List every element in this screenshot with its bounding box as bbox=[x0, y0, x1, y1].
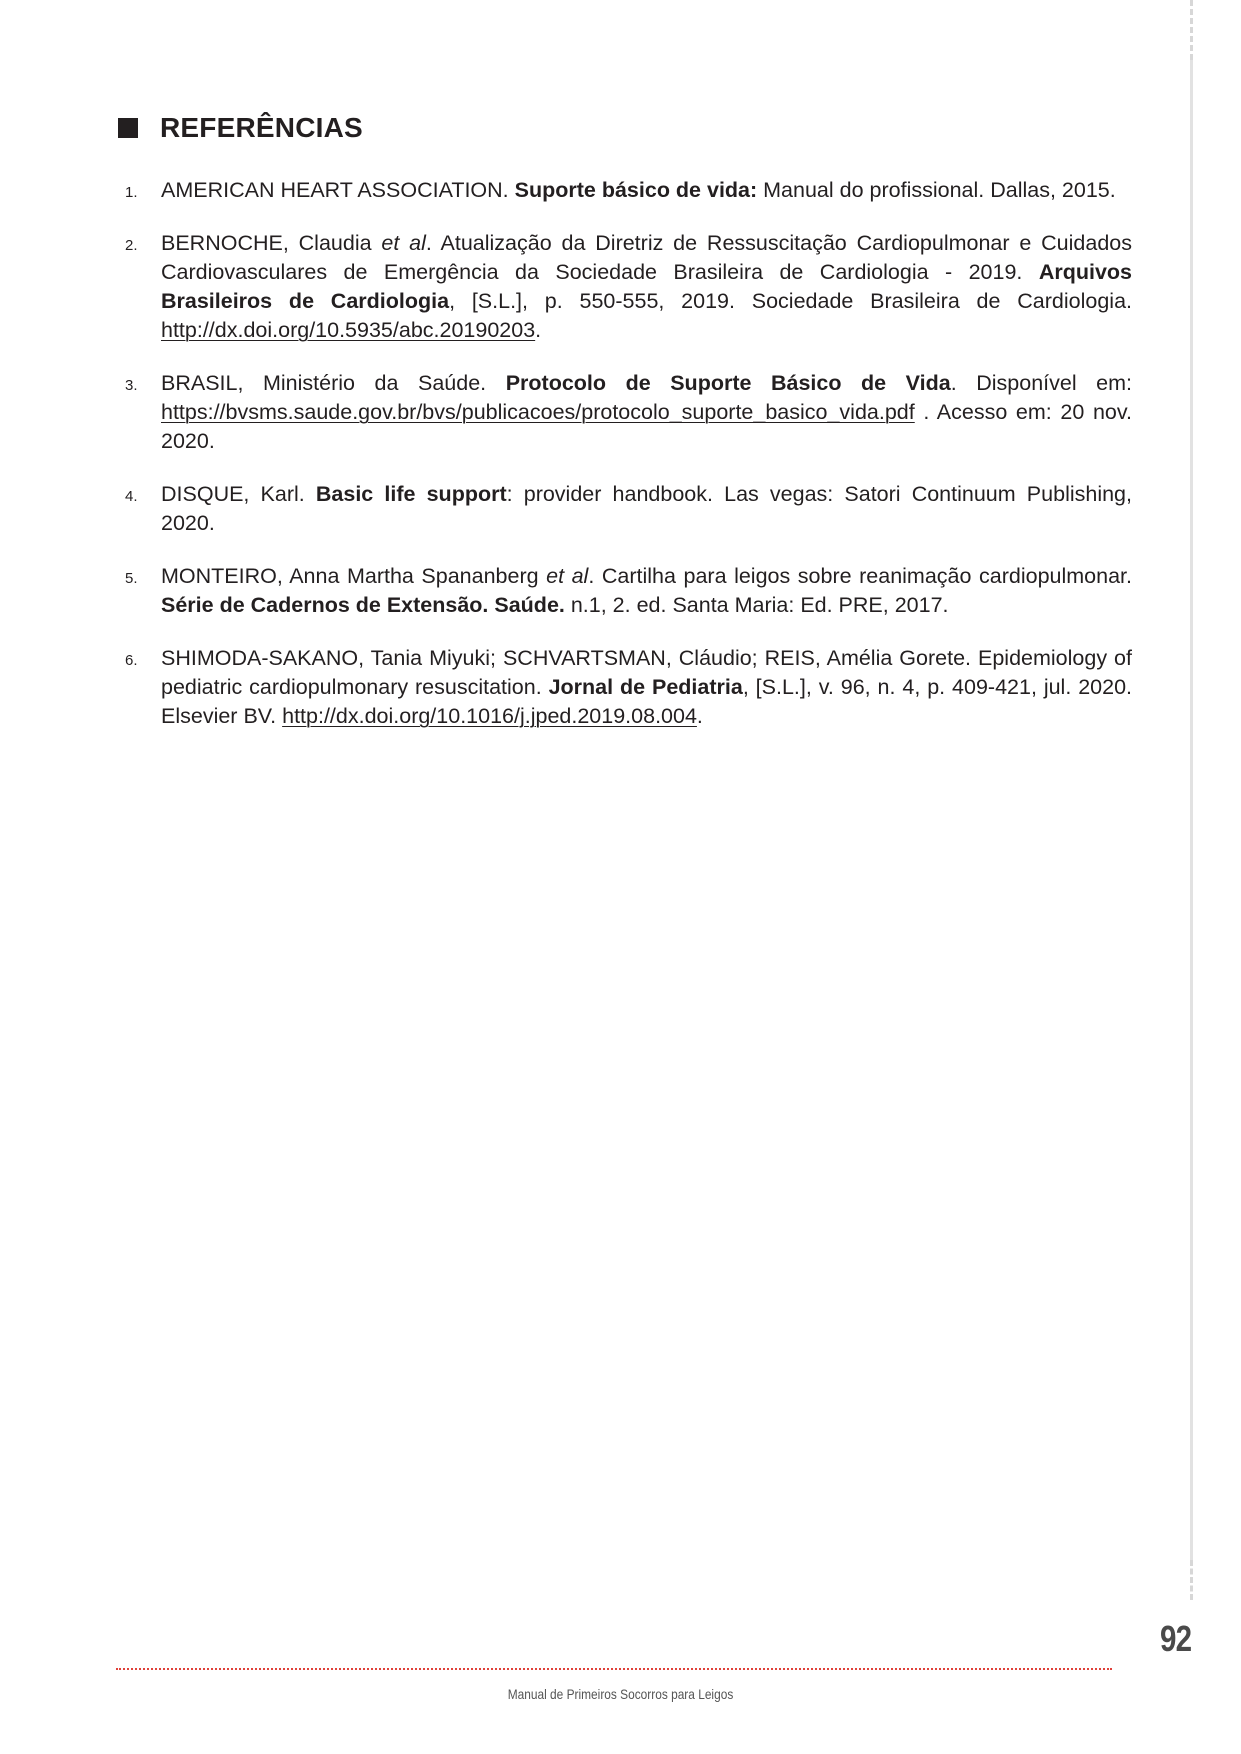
reference-text: n.1, 2. ed. Santa Maria: Ed. PRE, 2017. bbox=[564, 593, 949, 617]
reference-text: . Cartilha para leigos sobre reanimação cardiopulmonar. bbox=[588, 564, 1132, 588]
side-rule-bottom-dashes bbox=[1190, 1560, 1193, 1600]
reference-text: SHIMODA-SAKANO, Tania Miyuki; SCHVARTSMAN, Cláudio; REIS, Amélia Gorete. Epidemiology of pediatric cardiopulmonary resuscitation. bbox=[161, 646, 1132, 699]
reference-title: Jornal de Pediatria bbox=[548, 675, 743, 699]
reference-text: . Disponível em: bbox=[950, 371, 1132, 395]
reference-text: . bbox=[535, 318, 542, 342]
reference-italic: et al bbox=[546, 564, 589, 588]
reference-link[interactable]: https://bvsms.saude.gov.br/bvs/publicacoes/protocolo_suporte_basico_vida.pdf bbox=[161, 400, 915, 424]
reference-text: MONTEIRO, Anna Martha Spananberg bbox=[161, 564, 547, 588]
reference-link[interactable]: http://dx.doi.org/10.1016/j.jped.2019.08.004 bbox=[282, 704, 697, 728]
reference-text: : provider handbook. Las vegas: Satori Continuum Publishing, 2020. bbox=[161, 482, 1132, 535]
section-title: REFERÊNCIAS bbox=[160, 112, 363, 143]
reference-number: 6. bbox=[125, 652, 138, 669]
reference-item-4 bbox=[120, 480, 1132, 538]
footer-divider bbox=[116, 1668, 1112, 1670]
section-heading bbox=[118, 112, 363, 144]
reference-text: . bbox=[696, 704, 703, 728]
reference-item-3 bbox=[120, 369, 1132, 456]
reference-text: BERNOCHE, Claudia bbox=[161, 231, 382, 255]
side-rule bbox=[1190, 60, 1193, 1560]
reference-title: Suporte básico de vida: bbox=[514, 178, 758, 202]
reference-number: 1. bbox=[125, 184, 138, 201]
reference-item-6 bbox=[120, 644, 1132, 731]
reference-item-2 bbox=[120, 229, 1132, 345]
reference-text: , [S.L.], v. 96, n. 4, p. 409-421, jul. 2020. Elsevier BV. bbox=[161, 675, 1132, 728]
reference-title: Basic life support bbox=[315, 482, 507, 506]
side-rule-top-dashes bbox=[1190, 0, 1193, 60]
reference-text: . Atualização da Diretriz de Ressuscitação Cardiopulmonar e Cuidados Cardiovasculares de Emergência da Sociedade Brasileira de Cardiologia - 2019. bbox=[161, 231, 1132, 284]
reference-number: 4. bbox=[125, 488, 138, 505]
reference-text: BRASIL, Ministério da Saúde. bbox=[161, 371, 506, 395]
reference-text: Manual do profissional. Dallas, 2015. bbox=[757, 178, 1116, 202]
reference-text: . Acesso em: 20 nov. 2020. bbox=[161, 400, 1132, 453]
reference-number: 2. bbox=[125, 237, 138, 254]
reference-link[interactable]: http://dx.doi.org/10.5935/abc.20190203 bbox=[161, 318, 536, 342]
reference-item-1 bbox=[120, 176, 1132, 205]
reference-text: , [S.L.], p. 550-555, 2019. Sociedade Brasileira de Cardiologia. bbox=[449, 289, 1132, 313]
square-bullet-icon bbox=[118, 118, 138, 138]
reference-text: DISQUE, Karl. bbox=[161, 482, 316, 506]
footer-title: Manual de Primeiros Socorros para Leigos bbox=[507, 1686, 734, 1702]
reference-title: Arquivos Brasileiros de Cardiologia bbox=[161, 260, 1132, 313]
reference-title: Protocolo de Suporte Básico de Vida bbox=[505, 371, 951, 395]
reference-text: AMERICAN HEART ASSOCIATION. bbox=[161, 178, 515, 202]
reference-number: 3. bbox=[125, 377, 138, 394]
reference-number: 5. bbox=[125, 570, 138, 587]
reference-title: Série de Cadernos de Extensão. Saúde. bbox=[161, 593, 565, 617]
reference-item-5 bbox=[120, 562, 1132, 620]
page-number: 92 bbox=[1160, 1618, 1192, 1659]
reference-italic: et al bbox=[381, 231, 426, 255]
reference-list bbox=[120, 176, 1132, 755]
